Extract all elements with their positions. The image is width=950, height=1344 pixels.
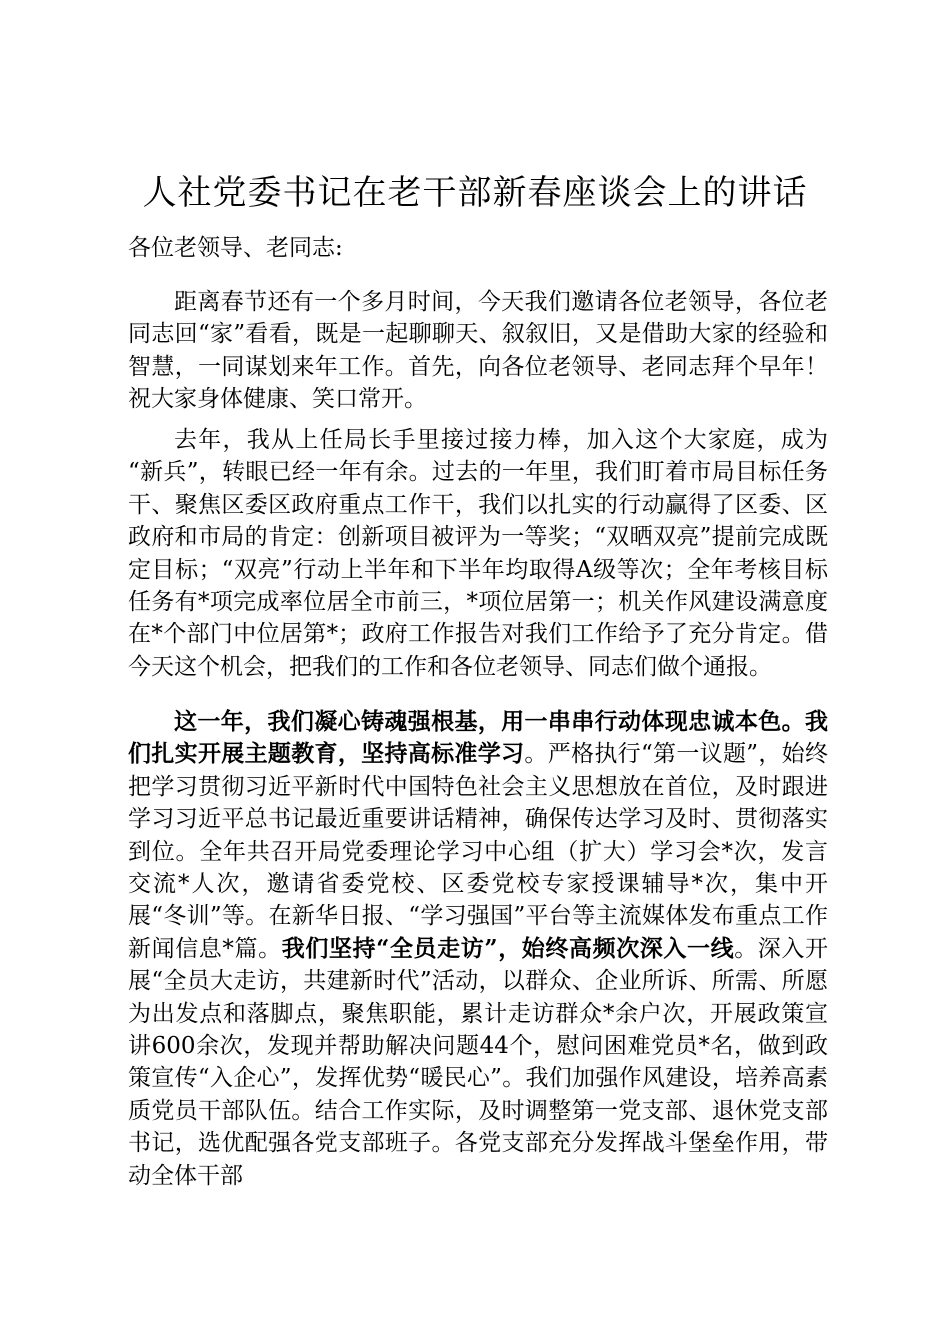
bold-heading-2: 我们坚持“全员走访”，始终高频次深入一线 xyxy=(281,934,735,962)
body-text-1: 。严格执行“第一议题”，始终把学习贯彻习近平新时代中国特色社会主义思想放在首位，及时跟进学习习近平总书记最近重要讲话精神，确保传达学习及时、贯彻落实到位。全年共召开局党委理论学习中心组（扩大）学习会*次，发言交流*人次，邀请省委党校、区委党校专家授课辅导*次，集中开展“冬训”等。在新华日报、“学习强国”平台等主流媒体发布重点工作新闻信息*篇。 xyxy=(128,741,828,962)
paragraph-party-building xyxy=(128,706,828,1192)
paragraph-last-year-summary: 去年，我从上任局长手里接过接力棒，加入这个大家庭，成为 “新兵”，转眼已经一年有余。过去的一年里，我们盯着市局目标任务干、聚焦区委区政府重点工作干，我们以扎实的行动赢得了区委、区政府和市局的肯定：创新项目被评为一等奖；“双晒双亮”提前完成既定目标；“双亮”行动上半年和下半年均取得A级等次；全年考核目标任务有*项完成率位居全市前三，*项位居第一；机关作风建设满意度在*个部门中位居第*；政府工作报告对我们工作给予了充分肯定。借今天这个机会，把我们的工作和各位老领导、同志们做个通报。 xyxy=(128,427,828,680)
document-title: 人社党委书记在老干部新春座谈会上的讲话 xyxy=(142,173,808,213)
paragraph-opening: 距离春节还有一个多月时间，今天我们邀请各位老领导，各位老同志回“家”看看，既是一起聊聊天、叙叙旧，又是借助大家的经验和智慧，一同谋划来年工作。首先，向各位老领导、老同志拜个早年！祝大家身体健康、笑口常开。 xyxy=(128,289,828,413)
bold-heading-1: 这一年，我们凝心铸魂强根基，用一串串行动体现忠诚本色。我们扎实开展主题教育，坚持高标准学习 xyxy=(128,708,828,768)
salutation: 各位老领导、老同志: xyxy=(128,235,343,261)
body-text-2: 。深入开展“全员大走访，共建新时代”活动，以群众、企业所诉、所需、所愿为出发点和落脚点，聚焦职能，累计走访群众*余户次，开展政策宣讲600余次，发现并帮助解决问题44个，慰问困难党员*名，做到政策宣传“入企心”，发挥优势“暖民心”。我们加强作风建设，培养高素质党员干部队伍。结合工作实际，及时调整第一党支部、退休党支部书记，选优配强各党支部班子。各党支部充分发挥战斗堡垒作用，带动全体干部 xyxy=(128,935,829,1189)
